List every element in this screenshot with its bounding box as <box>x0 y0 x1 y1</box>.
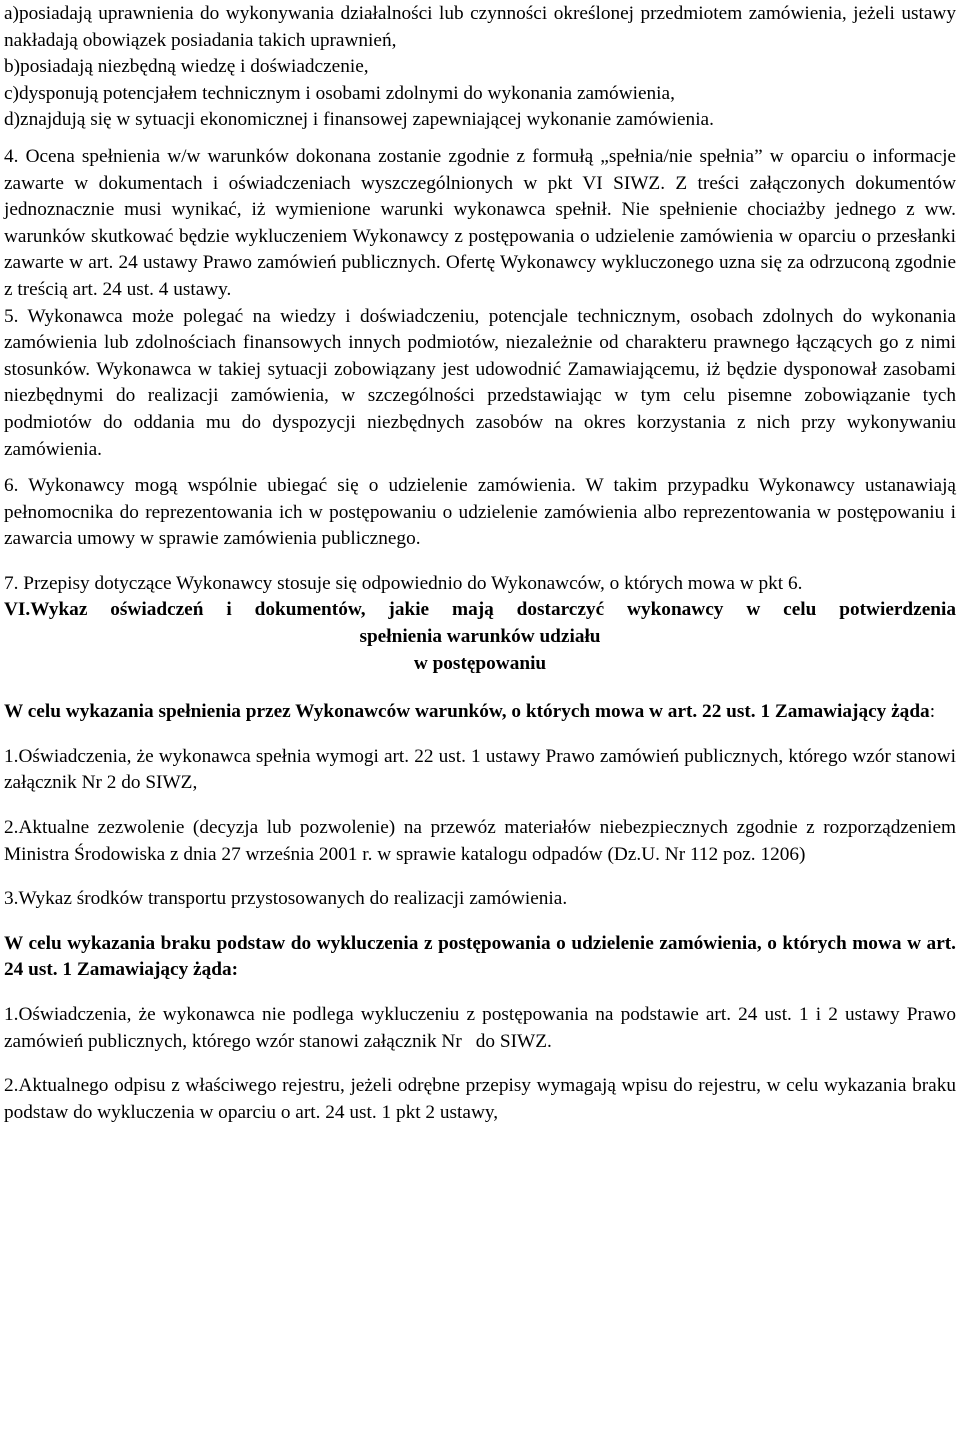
group-1-item-3: 3.Wykaz środków transportu przystosowanych do realizacji zamówienia. <box>4 888 568 910</box>
group-1-intro-colon: : <box>929 701 936 723</box>
condition-a: a)posiadają uprawnienia do wykonywania działalności lub czynności określonej przedmiotem zamówienia, jeżeli ustawy nakładają obowiązek posiadania takich uprawnień, <box>4 3 956 51</box>
section-vi-line-3: w postępowaniu <box>413 652 547 674</box>
group-1-item-2: 2.Aktualne zezwolenie (decyzja lub pozwolenie) na przewóz materiałów niebezpiecznych zgodnie z rozporządzeniem Ministra Środowiska z dnia 27 września 2001 r. w sprawie katalogu odpadów (Dz.U. Nr 112 poz. 1206) <box>4 817 956 865</box>
condition-b: b)posiadają niezbędną wiedzę i doświadczenie, <box>4 56 369 78</box>
condition-c: c)dysponują potencjałem technicznym i osobami zdolnymi do wykonania zamówienia, <box>4 82 675 104</box>
group-2-item-1-text: 1.Oświadczenia, że wykonawca nie podlega wykluczeniu z postępowania na podstawie art. 24 ust. 1 i 2 ustawy Prawo zamówień publicznych, którego wzór stanowi załącznik Nr <box>4 1004 956 1052</box>
point-4: 4. Ocena spełnienia w/w warunków dokonana zostanie zgodnie z formułą „spełnia/nie spełnia” w oparciu o informacje zawarte w dokumentach i oświadczeniach wyszczególnionych w pkt VI SIWZ. Z treści załączonych dokumentów jednoznacznie musi wynikać, iż wymienione warunki wykonawca spełnił. Nie spełnienie chociażby jednego z ww. warunków skutkować będzie wykluczeniem Wykonawcy z postępowania o udzielenie zamówienia w oparciu o przesłanki zawarte w art. 24 ustawy Prawo zamówień publicznych. Ofertę Wykonawcy wykluczonego uzna się za odrzuconą zgodnie z treścią art. 24 ust. 4 ustawy. <box>4 145 956 300</box>
point-7: 7. Przepisy dotyczące Wykonawcy stosuje się odpowiednio do Wykonawców, o których mowa w pkt 6. <box>4 572 803 594</box>
group-1-item-1: 1.Oświadczenia, że wykonawca spełnia wymogi art. 22 ust. 1 ustawy Prawo zamówień publicznych, którego wzór stanowi załącznik Nr 2 do SIWZ, <box>4 745 956 794</box>
group-2-item-1-end: do SIWZ. <box>475 1030 552 1052</box>
section-vi-line-2: spełnienia warunków udziału <box>359 626 601 648</box>
section-vi-line-1: VI.Wykaz oświadczeń i dokumentów, jakie mają dostarczyć wykonawcy w celu potwierdzenia <box>4 599 956 621</box>
group-2-intro: W celu wykazania braku podstaw do wykluczenia z postępowania o udzielenie zamówienia, o których mowa w art. 24 ust. 1 Zamawiający żąda: <box>4 932 956 981</box>
point-5: 5. Wykonawca może polegać na wiedzy i doświadczeniu, potencjale technicznym, osobach zdolnych do wykonania zamówienia lub zdolnościach finansowych innych podmiotów, niezależnie od charakteru prawnego łączących go z nimi stosunków. Wykonawca w takiej sytuacji zobowiązany jest udowodnić Zamawiającemu, iż będzie dysponował zasobami niezbędnymi do realizacji zamówienia, w szczególności przedstawiając w tym celu pisemne zobowiązanie tych podmiotów do oddania mu do dyspozycji niezbędnych zasobów na okres korzystania z nich przy wykonywaniu zamówienia. <box>4 305 956 460</box>
group-2-item-2: 2.Aktualnego odpisu z właściwego rejestru, jeżeli odrębne przepisy wymagają wpisu do rejestru, w celu wykazania braku podstaw do wykluczenia w oparciu o art. 24 ust. 1 pkt 2 ustawy, <box>4 1075 956 1123</box>
document-page <box>4 0 956 1126</box>
condition-d: d)znajdują się w sytuacji ekonomicznej i finansowej zapewniającej wykonanie zamówienia. <box>4 109 714 131</box>
group-1-intro-bold: W celu wykazania spełnienia przez Wykonawców warunków, o których mowa w art. 22 ust. 1 Zamawiający żąda <box>4 701 930 723</box>
point-6: 6. Wykonawcy mogą wspólnie ubiegać się o udzielenie zamówienia. W takim przypadku Wykonawcy ustanawiają pełnomocnika do reprezentowania ich w postępowaniu o udzielenie zamówienia albo reprezentowania w postępowaniu i zawarcia umowy w sprawie zamówienia publicznego. <box>4 475 956 550</box>
group-1-intro <box>4 699 956 726</box>
section-vi-heading <box>4 597 956 677</box>
group-2-item-1 <box>4 1002 956 1055</box>
